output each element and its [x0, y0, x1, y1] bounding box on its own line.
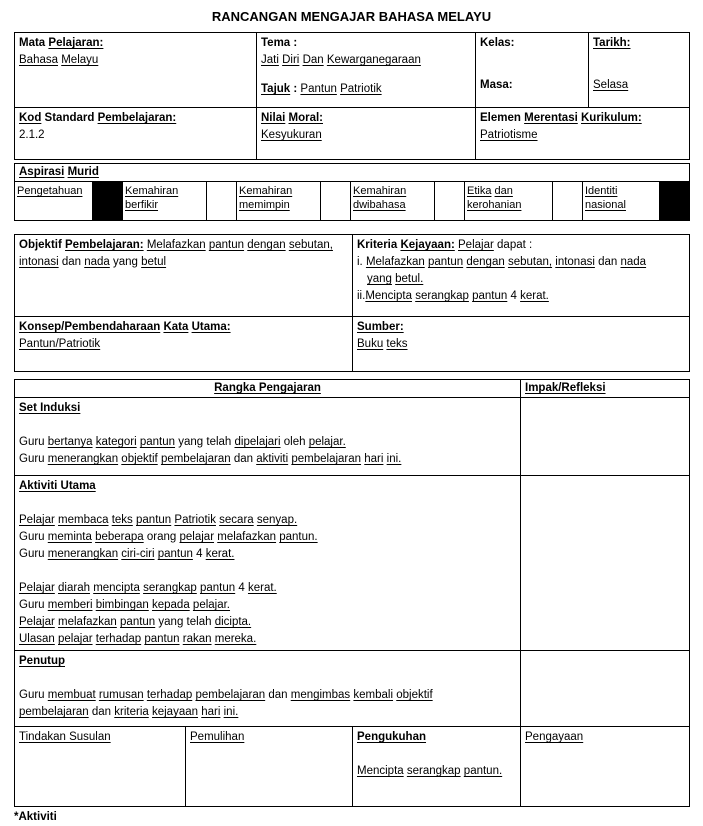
aktiviti-line-5: Guru memberi bimbingan kepada pelajar. — [19, 599, 231, 611]
impak-set-induksi-cell — [521, 398, 690, 476]
aktiviti-line-3: Guru menerangkan ciri-ciri pantun 4 kerat. — [19, 548, 235, 560]
objektif-row — [15, 235, 690, 317]
set-induksi-cell — [15, 398, 521, 476]
aspirasi-murid-table — [14, 163, 690, 221]
aktiviti-line-4: Pelajar diarah mencipta serangkap pantun 4 kerat. — [19, 582, 277, 594]
impak-penutup-cell — [521, 651, 690, 727]
tarikh-label: Tarikh: — [593, 37, 631, 49]
rangka-pengajaran-table — [14, 379, 690, 807]
konsep-cell — [15, 317, 353, 372]
penutup-heading: Penutup — [19, 655, 65, 667]
aspirasi-checkbox-etika-kerohanian — [553, 182, 583, 221]
tema-label: Tema : — [261, 37, 298, 49]
set-induksi-heading: Set Induksi — [19, 402, 81, 414]
nilai-moral-value: Kesyukuran — [261, 129, 322, 141]
rangka-header-cell — [15, 380, 521, 398]
nilai-moral-cell — [257, 108, 476, 160]
aktiviti-utama-heading: Aktiviti Utama — [19, 480, 96, 492]
penutup-line-2: pembelajaran dan kriteria kejayaan hari ini. — [19, 706, 239, 718]
info-table — [14, 32, 690, 160]
aspirasi-label-pengetahuan: Pengetahuan — [15, 182, 93, 221]
impak-heading: Impak/Refleksi — [525, 382, 606, 394]
impak-header-cell — [521, 380, 690, 398]
objektif-paragraph: Objektif Pembelajaran: Melafazkan pantun dengan sebutan, intonasi dan nada yang betul — [19, 239, 333, 268]
kriteria-line-2: i. Melafazkan pantun dengan sebutan, intonasi dan nada — [357, 256, 647, 268]
rangka-heading: Rangka Pengajaran — [214, 382, 321, 394]
tema-value: Jati Diri Dan Kewarganegaraan — [261, 54, 421, 66]
penutup-row — [15, 651, 690, 727]
mata-pelajaran-label: Mata Pelajaran: — [19, 37, 104, 49]
aktiviti-utama-row — [15, 476, 690, 651]
rangka-header-row — [15, 380, 690, 398]
kelas-masa-cell — [476, 33, 589, 108]
aspirasi-items-row — [15, 182, 690, 221]
objektif-table — [14, 234, 690, 372]
tajuk-line: Tajuk : Pantun Patriotik — [261, 83, 382, 95]
set-induksi-row — [15, 398, 690, 476]
spacer-line — [19, 417, 516, 434]
aspirasi-checkbox-kemahiran-berfikir — [207, 182, 237, 221]
aktiviti-line-7: Ulasan pelajar terhadap pantun rakan mereka. — [19, 633, 257, 645]
pengukuhan-value: Mencipta serangkap pantun. — [357, 765, 503, 777]
elemen-kurikulum-cell — [476, 108, 690, 160]
pengukuhan-cell — [353, 727, 521, 807]
spacer-line — [19, 670, 516, 687]
aspirasi-header-cell — [15, 164, 690, 182]
kriteria-kejayaan-cell — [353, 235, 690, 317]
kriteria-line-4: ii.Mencipta serangkap pantun 4 kerat. — [357, 290, 549, 302]
aspirasi-label-kemahiran-memimpin: Kemahiran memimpin — [237, 182, 321, 221]
pengayaan-cell — [521, 727, 690, 807]
spacer-line — [19, 563, 516, 580]
spacer-line — [357, 746, 516, 763]
kriteria-line-3: yang betul. — [367, 273, 424, 285]
mata-pelajaran-cell — [15, 33, 257, 108]
aspirasi-checkbox-kemahiran-memimpin — [321, 182, 351, 221]
aktiviti-line-2: Guru meminta beberapa orang pelajar melafazkan pantun. — [19, 531, 318, 543]
kriteria-line-1: Kriteria Kejayaan: Pelajar dapat : — [357, 239, 533, 251]
document-title: RANCANGAN MENGAJAR BAHASA MELAYU — [211, 9, 492, 24]
tindakan-susulan-label: Tindakan Susulan — [19, 731, 111, 743]
konsep-value: Pantun/Patriotik — [19, 338, 101, 350]
sumber-label: Sumber: — [357, 321, 404, 333]
footer-row — [15, 727, 690, 807]
info-row-1 — [15, 33, 690, 108]
aspirasi-label-kemahiran-dwibahasa: Kemahiran dwibahasa — [351, 182, 435, 221]
aktiviti-utama-cell — [15, 476, 521, 651]
aspirasi-checkbox-kemahiran-dwibahasa — [435, 182, 465, 221]
elemen-kurikulum-label: Elemen Merentasi Kurikulum: — [480, 112, 642, 124]
tindakan-susulan-cell — [15, 727, 186, 807]
aktiviti-line-1: Pelajar membaca teks pantun Patriotik secara senyap. — [19, 514, 298, 526]
penutup-cell — [15, 651, 521, 727]
sumber-value: Buku teks — [357, 338, 408, 350]
tema-tajuk-cell — [257, 33, 476, 108]
aspirasi-checkbox-pengetahuan — [93, 182, 123, 221]
aspirasi-heading: Aspirasi Murid — [19, 166, 99, 178]
pemulihan-label: Pemulihan — [190, 731, 245, 743]
aspirasi-label-etika-kerohanian: Etika dan kerohanian — [465, 182, 553, 221]
aspirasi-label-identiti-nasional: Identiti nasional — [583, 182, 660, 221]
sumber-cell — [353, 317, 690, 372]
pemulihan-cell — [186, 727, 353, 807]
pengukuhan-label: Pengukuhan — [357, 731, 427, 743]
objektif-pembelajaran-cell — [15, 235, 353, 317]
impak-aktiviti-cell — [521, 476, 690, 651]
konsep-sumber-row — [15, 317, 690, 372]
aspirasi-header-row — [15, 164, 690, 182]
konsep-label: Konsep/Pembendaharaan Kata Utama: — [19, 321, 231, 333]
kod-standard-value: 2.1.2 — [19, 129, 45, 141]
pengayaan-label: Pengayaan — [525, 731, 584, 743]
kod-standard-cell — [15, 108, 257, 160]
masa-label: Masa: — [480, 79, 513, 91]
elemen-kurikulum-value: Patriotisme — [480, 129, 538, 141]
aspirasi-checkbox-identiti-nasional — [660, 182, 690, 221]
kod-standard-label: Kod Standard Pembelajaran: — [19, 112, 177, 124]
aktiviti-line-6: Pelajar melafazkan pantun yang telah dicipta. — [19, 616, 252, 628]
tarikh-cell — [589, 33, 690, 108]
mata-pelajaran-value: Bahasa Melayu — [19, 54, 99, 66]
clipped-footnote-text: *Aktiviti — [14, 811, 57, 823]
nilai-moral-label: Nilai Moral: — [261, 112, 323, 124]
penutup-line-1: Guru membuat rumusan terhadap pembelajaran dan mengimbas kembali objektif — [19, 689, 433, 701]
info-row-2 — [15, 108, 690, 160]
aspirasi-label-kemahiran-berfikir: Kemahiran berfikir — [123, 182, 207, 221]
set-induksi-line-1: Guru bertanya kategori pantun yang telah dipelajari oleh pelajar. — [19, 436, 346, 448]
kelas-label: Kelas: — [480, 37, 515, 49]
tarikh-value: Selasa — [593, 79, 629, 91]
set-induksi-line-2: Guru menerangkan objektif pembelajaran dan aktiviti pembelajaran hari ini. — [19, 453, 402, 465]
spacer-line — [19, 495, 516, 512]
clipped-footnote — [14, 809, 689, 823]
